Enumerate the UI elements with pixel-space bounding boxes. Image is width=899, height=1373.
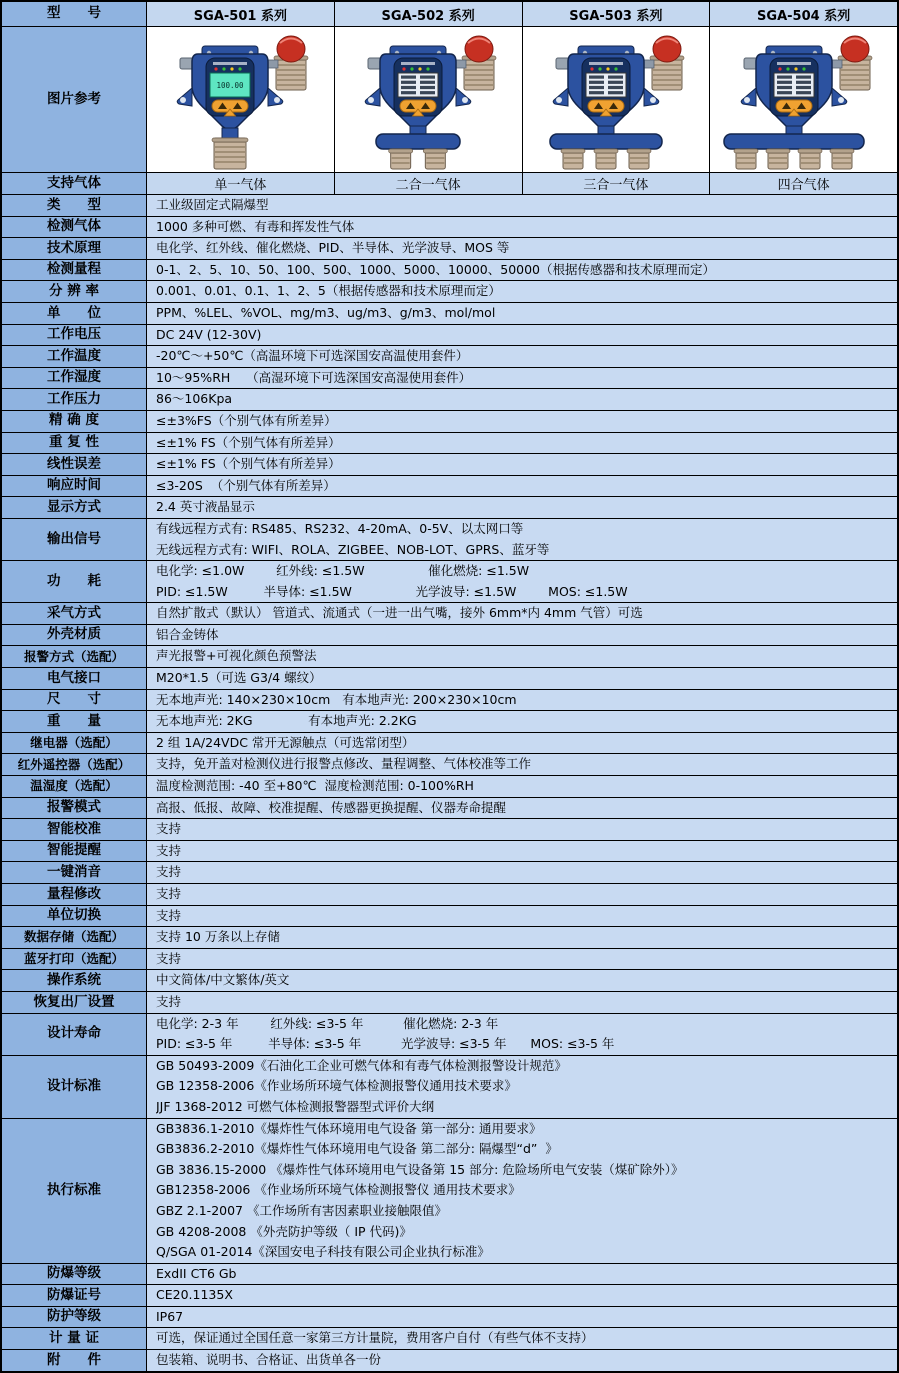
- row-value: [147, 476, 897, 497]
- row-value: [147, 970, 897, 991]
- row-label: 工作电压: [2, 325, 147, 346]
- row-value-line: ≤±1% FS（个别气体有所差异）: [156, 434, 341, 450]
- row-value: [147, 711, 897, 732]
- row-value-line: 工业级固定式隔爆型: [156, 197, 269, 212]
- row-value-line: 无本地声光: 2KG 有本地声光: 2.2KG: [156, 713, 417, 729]
- row-value-line: Q/SGA 01-2014《深国安电子科技有限公司企业执行标准》: [156, 1244, 490, 1260]
- row-value-line: ExdII CT6 Gb: [156, 1265, 237, 1281]
- row-value-line: 无本地声光: 140×230×10cm 有本地声光: 200×230×10cm: [156, 691, 517, 707]
- model-header: SGA-503 系列: [523, 2, 711, 26]
- row-value: [147, 303, 897, 324]
- row-value-line: 2 组 1A/24VDC 常开无源触点（可选常闭型）: [156, 734, 415, 750]
- row-label: 设计标准: [2, 1056, 147, 1118]
- row-value: [147, 519, 897, 560]
- spec-row: [2, 368, 897, 390]
- spec-row: [2, 346, 897, 368]
- row-value-line: 0-1、2、5、10、50、100、500、1000、5000、10000、50000（根据传感器和技术原理而定）: [156, 261, 716, 277]
- row-label: 防爆证号: [2, 1285, 147, 1306]
- row-value-line: 高报、低报、故障、校准提醒、传感器更换提醒、仪器寿命提醒: [156, 799, 507, 815]
- gas-type-cell: 单一气体: [147, 173, 335, 194]
- row-value-line: GB 4208-2008 《外壳防护等级（ IP 代码)》: [156, 1223, 412, 1239]
- row-value: [147, 1264, 897, 1285]
- device-image-SGA-503: [523, 27, 711, 172]
- spec-row: [2, 819, 897, 841]
- row-label: 执行标准: [2, 1119, 147, 1263]
- row-value: [147, 992, 897, 1013]
- row-label: 计 量 证: [2, 1328, 147, 1349]
- row-label: 继电器（选配）: [2, 733, 147, 754]
- row-value-line: 电化学: 2-3 年 红外线: ≤3-5 年 催化燃烧: 2-3 年: [156, 1015, 499, 1031]
- row-value-line: 86～106Kpa: [156, 391, 233, 407]
- spec-row: [2, 1328, 897, 1350]
- row-value: [147, 389, 897, 410]
- row-value: [147, 195, 897, 216]
- row-value-line: DC 24V (12-30V): [156, 326, 262, 342]
- header-row: [2, 2, 897, 27]
- row-value-line: JJF 1368-2012 可燃气体检测报警器型式评价大纲: [156, 1098, 435, 1114]
- row-label: 尺 寸: [2, 690, 147, 711]
- row-value-line: 支持: [156, 993, 182, 1009]
- row-label: 智能校准: [2, 819, 147, 840]
- row-value-line: 10～95%RH （高湿环境下可选深国安高湿使用套件）: [156, 369, 472, 385]
- row-label: 重 量: [2, 711, 147, 732]
- spec-row: [2, 281, 897, 303]
- gas-row-label: 支持气体: [2, 173, 147, 194]
- row-value: [147, 841, 897, 862]
- row-value-line: 支持: [156, 886, 182, 901]
- row-value-line: GB 12358-2006《作业场所环境气体检测报警仪通用技术要求》: [156, 1078, 517, 1094]
- spec-row: [2, 389, 897, 411]
- row-value: [147, 603, 897, 624]
- row-label: 数据存储（选配）: [2, 927, 147, 948]
- row-value-line: 支持，免开盖对检测仪进行报警点修改、量程调整、气体校准等工作: [156, 756, 532, 772]
- row-value: [147, 949, 897, 970]
- spec-row: [2, 927, 897, 949]
- row-value-line: 1000 多种可燃、有毒和挥发性气体: [156, 218, 355, 234]
- row-value-line: GB3836.1-2010《爆炸性气体环境用电气设备 第一部分: 通用要求》: [156, 1120, 542, 1136]
- row-label: 防护等级: [2, 1307, 147, 1328]
- svg-text:100.00: 100.00: [216, 80, 244, 90]
- row-label: 检测气体: [2, 217, 147, 238]
- spec-row: [2, 1264, 897, 1286]
- spec-row: [2, 798, 897, 820]
- row-value: [147, 646, 897, 667]
- spec-row: [2, 325, 897, 347]
- spec-row: [2, 733, 897, 755]
- gas-detector-illustration-SGA-504: [716, 30, 892, 170]
- row-value: [147, 906, 897, 927]
- row-label: 分 辨 率: [2, 281, 147, 302]
- spec-row: [2, 1056, 897, 1119]
- row-value-line: GB 3836.15-2000 《爆炸性气体环境用电气设备第 15 部分: 危险场所电气安装（煤矿除外）》: [156, 1161, 684, 1177]
- spec-row: [2, 668, 897, 690]
- row-value: [147, 1328, 897, 1349]
- spec-row: [2, 561, 897, 603]
- row-value: [147, 260, 897, 281]
- row-value: [147, 1285, 897, 1306]
- row-value-line: CE20.1135X: [156, 1287, 233, 1303]
- row-value: [147, 862, 897, 883]
- row-value: [147, 1307, 897, 1328]
- row-value: [147, 411, 897, 432]
- row-label: 量程修改: [2, 884, 147, 905]
- row-value: [147, 733, 897, 754]
- row-value-line: 电化学、红外线、催化燃烧、PID、半导体、光学波导、MOS 等: [156, 240, 510, 256]
- row-label: 蓝牙打印（选配）: [2, 949, 147, 970]
- row-value: [147, 346, 897, 367]
- row-value: [147, 561, 897, 602]
- row-value: [147, 798, 897, 819]
- row-value-line: PID: ≤1.5W 半导体: ≤1.5W 光学波导: ≤1.5W MOS: ≤1.5W: [156, 583, 628, 599]
- spec-row: [2, 884, 897, 906]
- row-label: 响应时间: [2, 476, 147, 497]
- model-header: SGA-504 系列: [710, 2, 897, 26]
- row-value-line: 温度检测范围: -40 至+80℃ 湿度检测范围: 0-100%RH: [156, 778, 474, 794]
- row-value-line: 无线远程方式有: WIFI、ROLA、ZIGBEE、NOB-LOT、GPRS、蓝牙等: [156, 541, 550, 557]
- spec-row: [2, 260, 897, 282]
- spec-row: [2, 1307, 897, 1329]
- spec-row: [2, 454, 897, 476]
- row-label: 附 件: [2, 1350, 147, 1371]
- image-row: [2, 27, 897, 173]
- spec-row: [2, 949, 897, 971]
- device-image-SGA-504: [710, 27, 897, 172]
- row-label: 输出信号: [2, 519, 147, 560]
- spec-row: [2, 1014, 897, 1056]
- row-value-line: PID: ≤3-5 年 半导体: ≤3-5 年 光学波导: ≤3-5 年 MOS: ≤3-5 年: [156, 1036, 615, 1052]
- model-header: SGA-502 系列: [335, 2, 523, 26]
- spec-row: [2, 690, 897, 712]
- row-value-line: -20℃～+50℃（高温环境下可选深国安高温使用套件）: [156, 348, 469, 364]
- spec-row: [2, 1350, 897, 1371]
- spec-row: [2, 754, 897, 776]
- row-label: 报警方式（选配）: [2, 646, 147, 667]
- row-label: 电气接口: [2, 668, 147, 689]
- row-value: [147, 1350, 897, 1371]
- row-value-line: 可选，保证通过全国任意一家第三方计量院，费用客户自付（有些气体不支持）: [156, 1330, 594, 1346]
- device-image-SGA-502: [335, 27, 523, 172]
- row-value: [147, 217, 897, 238]
- row-label: 智能提醒: [2, 841, 147, 862]
- spec-row: [2, 711, 897, 733]
- spec-row: [2, 411, 897, 433]
- row-value-line: 自然扩散式（默认） 管道式、流通式（一进一出气嘴，接外 6mm*内 4mm 气管）可选: [156, 605, 643, 621]
- row-value-line: 支持: [156, 864, 182, 880]
- row-label: 报警模式: [2, 798, 147, 819]
- supported-gas-row: [2, 173, 897, 195]
- spec-row: [2, 217, 897, 239]
- row-label: 精 确 度: [2, 411, 147, 432]
- row-value: [147, 325, 897, 346]
- row-label: 功 耗: [2, 561, 147, 602]
- spec-row: [2, 476, 897, 498]
- row-value: [147, 625, 897, 646]
- spec-row: [2, 646, 897, 668]
- row-label: 红外遥控器（选配）: [2, 754, 147, 775]
- row-value: [147, 433, 897, 454]
- row-value-line: 支持 10 万条以上存储: [156, 929, 280, 945]
- row-value-line: PPM、%LEL、%VOL、mg/m3、ug/m3、g/m3、mol/mol: [156, 304, 496, 320]
- row-value-line: 支持: [156, 842, 182, 858]
- row-label: 防爆等级: [2, 1264, 147, 1285]
- row-value-line: GBZ 2.1-2007 《工作场所有害因素职业接触限值》: [156, 1202, 447, 1218]
- row-label: 线性误差: [2, 454, 147, 475]
- gas-type-cell: 三合一气体: [523, 173, 711, 194]
- header-model-label: 型 号: [2, 2, 147, 26]
- spec-row: [2, 238, 897, 260]
- row-value: [147, 238, 897, 259]
- spec-row: [2, 1119, 897, 1264]
- row-label: 工作压力: [2, 389, 147, 410]
- row-value-line: 声光报警+可视化颜色预警法: [156, 648, 317, 664]
- row-value-line: ≤3-20S （个别气体有所差异）: [156, 477, 336, 493]
- row-label: 重 复 性: [2, 433, 147, 454]
- row-value-line: 支持: [156, 821, 182, 837]
- spec-row: [2, 195, 897, 217]
- spec-row: [2, 603, 897, 625]
- row-label: 温湿度（选配）: [2, 776, 147, 797]
- spec-row: [2, 497, 897, 519]
- spec-row: [2, 862, 897, 884]
- row-value: [147, 454, 897, 475]
- row-label: 工作温度: [2, 346, 147, 367]
- device-image-SGA-501: [147, 27, 335, 172]
- row-value: [147, 281, 897, 302]
- row-value-line: 铝合金铸体: [156, 626, 219, 642]
- row-value: [147, 668, 897, 689]
- spec-row: [2, 776, 897, 798]
- spec-row: [2, 841, 897, 863]
- spec-row: [2, 970, 897, 992]
- spec-rows: [2, 195, 897, 1371]
- header-model-cells: [147, 2, 897, 26]
- row-value-line: IP67: [156, 1308, 184, 1324]
- gas-type-cells: [147, 173, 897, 194]
- gas-detector-illustration-SGA-502: [340, 30, 516, 170]
- row-label: 一键消音: [2, 862, 147, 883]
- row-label: 单 位: [2, 303, 147, 324]
- row-label: 设计寿命: [2, 1014, 147, 1055]
- device-image-cells: [147, 27, 897, 172]
- row-value: [147, 1056, 897, 1118]
- row-label: 外壳材质: [2, 625, 147, 646]
- row-value-line: 支持: [156, 907, 182, 923]
- row-label: 检测量程: [2, 260, 147, 281]
- row-label: 恢复出厂设置: [2, 992, 147, 1013]
- row-label: 技术原理: [2, 238, 147, 259]
- spec-row: [2, 519, 897, 561]
- row-value: [147, 690, 897, 711]
- spec-row: [2, 433, 897, 455]
- row-value: [147, 497, 897, 518]
- row-value-line: 中文简体/中文繁体/英文: [156, 972, 290, 988]
- spec-row: [2, 625, 897, 647]
- row-label: 操作系统: [2, 970, 147, 991]
- model-header: SGA-501 系列: [147, 2, 335, 26]
- row-value-line: GB 50493-2009《石油化工企业可燃气体和有毒气体检测报警设计规范》: [156, 1057, 567, 1073]
- spec-row: [2, 906, 897, 928]
- row-value: [147, 754, 897, 775]
- row-label: 类 型: [2, 195, 147, 216]
- image-row-label: 图片参考: [2, 27, 147, 172]
- row-value-line: 有线远程方式有: RS485、RS232、4-20mA、0-5V、以太网口等: [156, 520, 524, 536]
- row-label: 显示方式: [2, 497, 147, 518]
- row-value-line: GB12358-2006 《作业场所环境气体检测报警仪 通用技术要求》: [156, 1182, 521, 1198]
- row-value: [147, 1014, 897, 1055]
- row-label: 单位切换: [2, 906, 147, 927]
- spec-row: [2, 303, 897, 325]
- row-value-line: ≤±3%FS（个别气体有所差异）: [156, 412, 337, 428]
- gas-detector-illustration-SGA-501: [152, 30, 328, 170]
- gas-type-cell: 四合气体: [710, 173, 897, 194]
- row-value: [147, 927, 897, 948]
- row-value-line: ≤±1% FS（个别气体有所差异）: [156, 456, 341, 472]
- row-value-line: 支持: [156, 950, 182, 966]
- row-value: [147, 1119, 897, 1263]
- spec-row: [2, 992, 897, 1014]
- row-label: 工作湿度: [2, 368, 147, 389]
- row-value-line: GB3836.2-2010《爆炸性气体环境用电气设备 第二部分: 隔爆型“d” 》: [156, 1141, 558, 1157]
- row-value: [147, 819, 897, 840]
- gas-type-cell: 二合一气体: [335, 173, 523, 194]
- row-value: [147, 776, 897, 797]
- row-value: [147, 368, 897, 389]
- row-value: [147, 884, 897, 905]
- row-label: 采气方式: [2, 603, 147, 624]
- row-value-line: 0.001、0.01、0.1、1、2、5（根据传感器和技术原理而定）: [156, 283, 501, 299]
- row-value-line: 2.4 英寸液晶显示: [156, 499, 255, 515]
- row-value-line: 包装箱、说明书、合格证、出货单各一份: [156, 1352, 382, 1368]
- row-value-line: 电化学: ≤1.0W 红外线: ≤1.5W 催化燃烧: ≤1.5W: [156, 563, 530, 579]
- row-value-line: M20*1.5（可选 G3/4 螺纹）: [156, 670, 322, 686]
- spec-row: [2, 1285, 897, 1307]
- gas-detector-illustration-SGA-503: [528, 30, 704, 170]
